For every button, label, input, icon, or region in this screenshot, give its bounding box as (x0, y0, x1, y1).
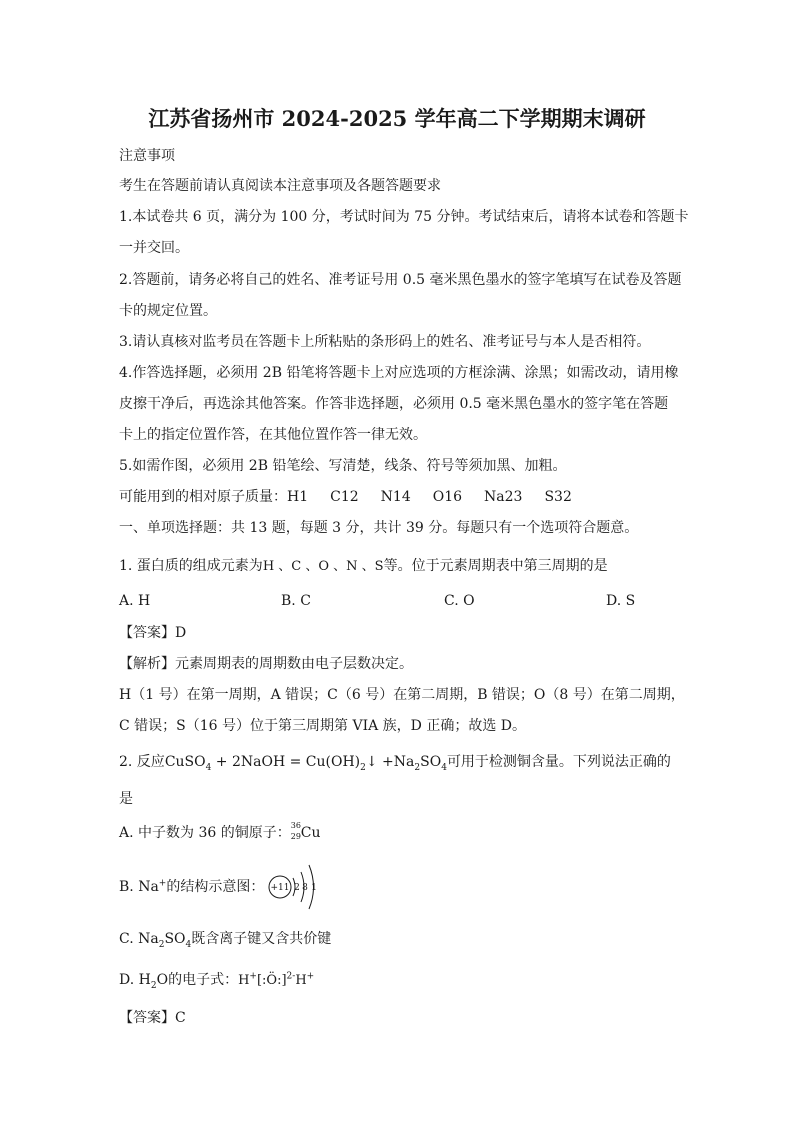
atomic-mass-c: C12 (330, 489, 359, 505)
q2-stem-cont: 是 (119, 791, 133, 807)
atomic-mass-line (119, 487, 572, 507)
notice-line: 卡的规定位置。 (119, 303, 217, 319)
q1-elements: H 、C 、O 、N 、S (262, 559, 384, 574)
notice-line: 3.请认真核对监考员在答题卡上所粘贴的条形码上的姓名、准考证号与本人是否相符。 (119, 334, 651, 350)
q2-option-d-formula: $H_2O$ (138, 972, 169, 991)
diagram-shell-2: 8 (302, 883, 308, 893)
atomic-mass-o: O16 (432, 489, 463, 505)
q1-suffix: 等。位于元素周期表中第三周期的是 (383, 558, 608, 574)
section-heading: 一、单项选择题：共 13 题，每题 3 分，共计 39 分。每题只有一个选项符合题意。 (119, 520, 639, 536)
q1-analysis-text: 元素周期表的周期数由电子层数决定。 (175, 656, 413, 672)
q2-option-b-tail: 的结构示意图： (166, 879, 265, 895)
q2-option-d (119, 970, 314, 991)
q2-option-d-pre: D. (119, 972, 139, 988)
q2-nuclide-symbol: Cu (300, 825, 321, 841)
atomic-mass-na: Na23 (484, 489, 523, 505)
diagram-nucleus-charge: +11 (270, 883, 290, 893)
notice-heading: 注意事项 (119, 148, 175, 164)
sodium-ion-structure-diagram (266, 860, 326, 914)
q2-electron-formula: H+[:Ö:]$^{2-}$H+ (238, 971, 315, 988)
q2-option-c-formula: $Na_2SO_4$ (138, 931, 192, 950)
q2-option-a (119, 823, 320, 843)
q1-option-a: A. H (119, 593, 151, 609)
q2-atomic-number: 29 (290, 832, 301, 841)
q2-equation: CuSO$_4$ + 2NaOH = $Cu(OH)_2↓ +Na_2SO_4$ (164, 754, 447, 773)
q2-option-c (119, 929, 331, 949)
q1-prefix: 1. 蛋白质的组成元素为 (119, 558, 263, 574)
q2-option-d-tail: 的电子式： (168, 972, 239, 988)
atomic-mass-label: 可能用到的相对原子质量： (119, 489, 287, 505)
notice-line: 1.本试卷共 6 页，满分为 100 分，考试时间为 75 分钟。考试结束后，请将本试卷和答题卡 (119, 209, 689, 225)
atomic-mass-n: N14 (380, 489, 411, 505)
q2-option-c-pre: C. (119, 931, 139, 947)
q2-suffix: 可用于检测铜含量。下列说法正确的 (446, 754, 671, 770)
q1-analysis (119, 654, 413, 674)
diagram-shell-3: 1 (311, 883, 317, 893)
q1-option-c: C. O (444, 593, 475, 609)
q2-option-c-tail: 既含离子键又含共价键 (191, 931, 332, 947)
q1-explain-line: C 错误；S（16 号）位于第三周期第 VIA 族，D 正确；故选 D。 (119, 718, 527, 734)
q2-mass-number: 36 (290, 821, 301, 830)
q2-nuclide-numbers (291, 823, 301, 843)
q1-option-d: D. S (606, 593, 636, 609)
q2-stem (119, 752, 671, 772)
q2-prefix: 2. 反应 (119, 754, 165, 770)
q2-option-a-text: A. 中子数为 36 的铜原子： (119, 825, 291, 841)
q2-option-b (119, 877, 264, 897)
q2-option-b-text: B. Na (119, 879, 159, 895)
q2-option-b-charge: + (158, 878, 167, 889)
notice-line: 2.答题前，请务必将自己的姓名、准考证号用 0.5 毫米黑色墨水的签字笔填写在试卷及答题 (119, 272, 682, 288)
notice-line: 卡上的指定位置作答，在其他位置作答一律无效。 (119, 427, 427, 443)
q1-option-b: B. C (281, 593, 311, 609)
q1-stem (119, 556, 608, 577)
diagram-shell-1: 2 (294, 883, 300, 893)
page-title: 江苏省扬州市 2024-2025 学年高二下学期期末调研 (148, 106, 646, 131)
q1-answer: 【答案】D (119, 625, 187, 641)
notice-line: 5.如需作图，必须用 2B 铅笔绘、写清楚，线条、符号等须加黑、加粗。 (119, 458, 567, 474)
notice-line: 皮擦干净后，再选涂其他答案。作答非选择题，必须用 0.5 毫米黑色墨水的签字笔在答题 (119, 396, 669, 412)
q2-answer: 【答案】C (119, 1010, 186, 1026)
notice-line: 4.作答选择题，必须用 2B 铅笔将答题卡上对应选项的方框涂满、涂黑；如需改动，请用橡 (119, 365, 679, 381)
atomic-mass-h: H1 (287, 489, 309, 505)
q1-analysis-label: 【解析】 (119, 656, 175, 672)
notice-intro: 考生在答题前请认真阅读本注意事项及各题答题要求 (119, 178, 441, 194)
q1-explain-line: H（1 号）在第一周期，A 错误；C（6 号）在第二周期，B 错误；O（8 号）在第二周期， (119, 687, 685, 703)
atomic-mass-s: S32 (544, 489, 572, 505)
notice-line: 一并交回。 (119, 240, 189, 256)
